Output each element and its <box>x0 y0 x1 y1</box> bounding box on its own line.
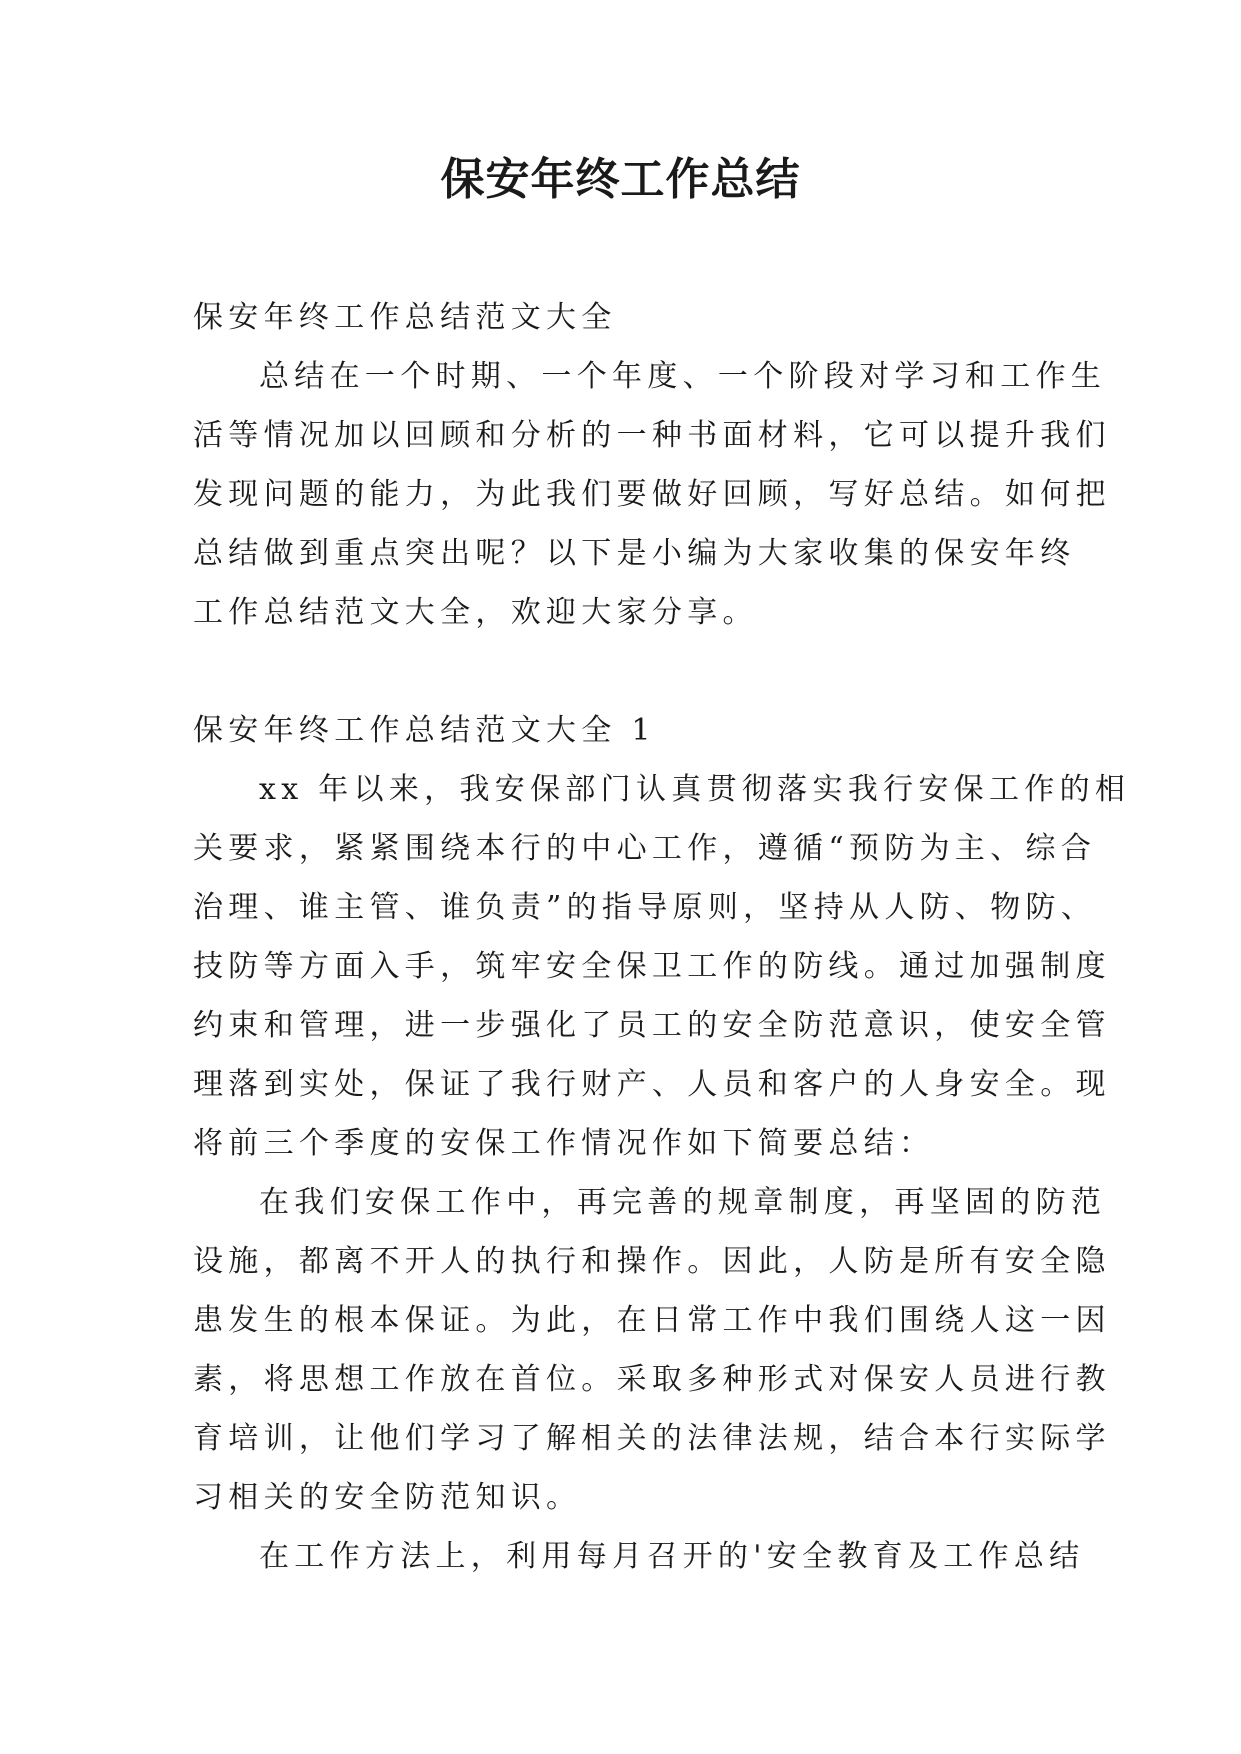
paragraph-line: 总结做到重点突出呢？以下是小编为大家收集的保安年终 <box>193 536 1076 571</box>
paragraph-line: 治理、谁主管、谁负责”的指导原则，坚持从人防、物防、 <box>193 890 1097 925</box>
paragraph-2 <box>193 1173 1111 1527</box>
document-body <box>193 288 1131 1586</box>
paragraph-3 <box>193 1527 1085 1586</box>
paragraph-line: 工作总结范文大全，欢迎大家分享。 <box>193 595 758 630</box>
paragraph-line: 将前三个季度的安保工作情况作如下简要总结： <box>193 1126 935 1161</box>
paragraph-line: 发现问题的能力，为此我们要做好回顾，写好总结。如何把 <box>193 477 1111 512</box>
paragraph-1 <box>193 760 1131 1173</box>
paragraph-line: 技防等方面入手，筑牢安全保卫工作的防线。通过加强制度 <box>193 949 1111 984</box>
paragraph-line: 活等情况加以回顾和分析的一种书面材料，它可以提升我们 <box>193 418 1111 453</box>
document-title: 保安年终工作总结 <box>440 154 801 205</box>
paragraph-line: 理落到实处，保证了我行财产、人员和客户的人身安全。现 <box>193 1067 1111 1102</box>
paragraph-line: 在我们安保工作中，再完善的规章制度，再坚固的防范 <box>259 1185 1107 1220</box>
paragraph-line: 患发生的根本保证。为此，在日常工作中我们围绕人这一因 <box>193 1303 1111 1338</box>
paragraph-line: 素，将思想工作放在首位。采取多种形式对保安人员进行教 <box>193 1362 1111 1397</box>
section-heading: 保安年终工作总结范文大全 1 <box>193 713 656 748</box>
paragraph-line: 在工作方法上，利用每月召开的'安全教育及工作总结 <box>259 1539 1085 1574</box>
paragraph-line: 总结在一个时期、一个年度、一个阶段对学习和工作生 <box>259 359 1107 394</box>
spacer <box>193 642 1049 701</box>
paragraph-line: 育培训，让他们学习了解相关的法律法规，结合本行实际学 <box>193 1421 1111 1456</box>
paragraph-line: 关要求，紧紧围绕本行的中心工作，遵循“预防为主、综合 <box>193 831 1097 866</box>
paragraph-line: 设施，都离不开人的执行和操作。因此，人防是所有安全隐 <box>193 1244 1111 1279</box>
paragraph-line: xx 年以来，我安保部门认真贯彻落实我行安保工作的相 <box>259 772 1131 807</box>
intro-paragraph <box>193 347 1111 642</box>
intro-heading: 保安年终工作总结范文大全 <box>193 300 617 335</box>
paragraph-line: 习相关的安全防范知识。 <box>193 1480 582 1515</box>
paragraph-line: 约束和管理，进一步强化了员工的安全防范意识，使安全管 <box>193 1008 1111 1043</box>
